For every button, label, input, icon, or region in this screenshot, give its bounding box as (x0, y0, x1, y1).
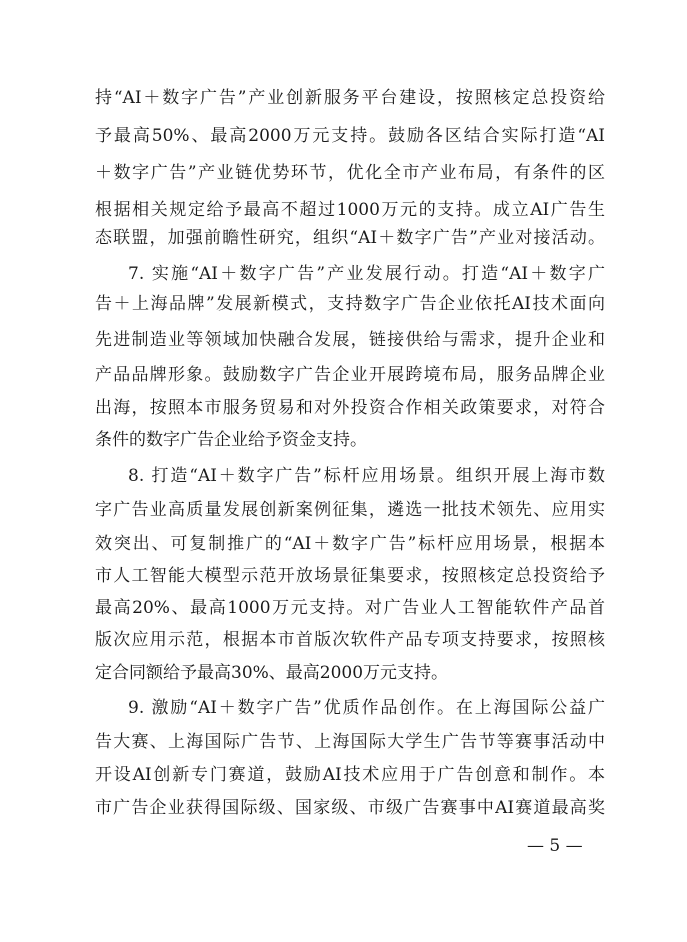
text-line: 市人工智能大模型示范开放场景征集要求，按照核定总投资给予 (95, 566, 605, 586)
text-line: 告大赛、上海国际广告节、上海国际大学生广告节等赛事活动中 (95, 732, 605, 752)
text-line: 先进制造业等领域加快融合发展，链接供给与需求，提升企业和 (95, 330, 605, 350)
text-line: 根据相关规定给予最高不超过1000万元的支持。成立AI广告生 (95, 200, 605, 220)
text-line: 效突出、可复制推广的“AI＋数字广告”标杆应用场景，根据本 (95, 534, 605, 554)
text-line: 出海，按照本市服务贸易和对外投资合作相关政策要求，对符合 (95, 398, 605, 418)
text-line: 7. 实施“AI＋数字广告”产业发展行动。打造“AI＋数字广 (128, 264, 605, 284)
text-line: 版次应用示范，根据本市首版次软件产品专项支持要求，按照核 (95, 630, 605, 650)
text-line: 9. 激励“AI＋数字广告”优质作品创作。在上海国际公益广 (128, 698, 605, 718)
text-line: 产品品牌形象。鼓励数字广告企业开展跨境布局，服务品牌企业 (95, 365, 605, 385)
text-line: 态联盟，加强前瞻性研究，组织“AI＋数字广告”产业对接活动。 (95, 228, 605, 248)
text-line: 字广告业高质量发展创新案例征集，遴选一批技术领先、应用实 (95, 500, 605, 520)
page-number: — 5 — (527, 836, 583, 856)
text-line: 市广告企业获得国际级、国家级、市级广告赛事中AI赛道最高奖 (95, 798, 605, 818)
text-line: 予最高50%、最高2000万元支持。鼓励各区结合实际打造“AI (95, 126, 605, 146)
text-line: 8. 打造“AI＋数字广告”标杆应用场景。组织开展上海市数 (128, 466, 605, 486)
text-line: 最高20%、最高1000万元支持。对广告业人工智能软件产品首 (95, 598, 605, 618)
text-line: 持“AI＋数字广告”产业创新服务平台建设，按照核定总投资给 (95, 88, 605, 108)
text-line: ＋数字广告”产业链优势环节，优化全市产业布局，有条件的区 (95, 163, 605, 183)
text-line: 定合同额给予最高30%、最高2000万元支持。 (95, 663, 449, 683)
text-line: 告＋上海品牌”发展新模式，支持数字广告企业依托AI技术面向 (95, 294, 605, 314)
text-line: 条件的数字广告企业给予资金支持。 (95, 430, 367, 450)
text-line: 开设AI创新专门赛道，鼓励AI技术应用于广告创意和制作。本 (95, 765, 605, 785)
